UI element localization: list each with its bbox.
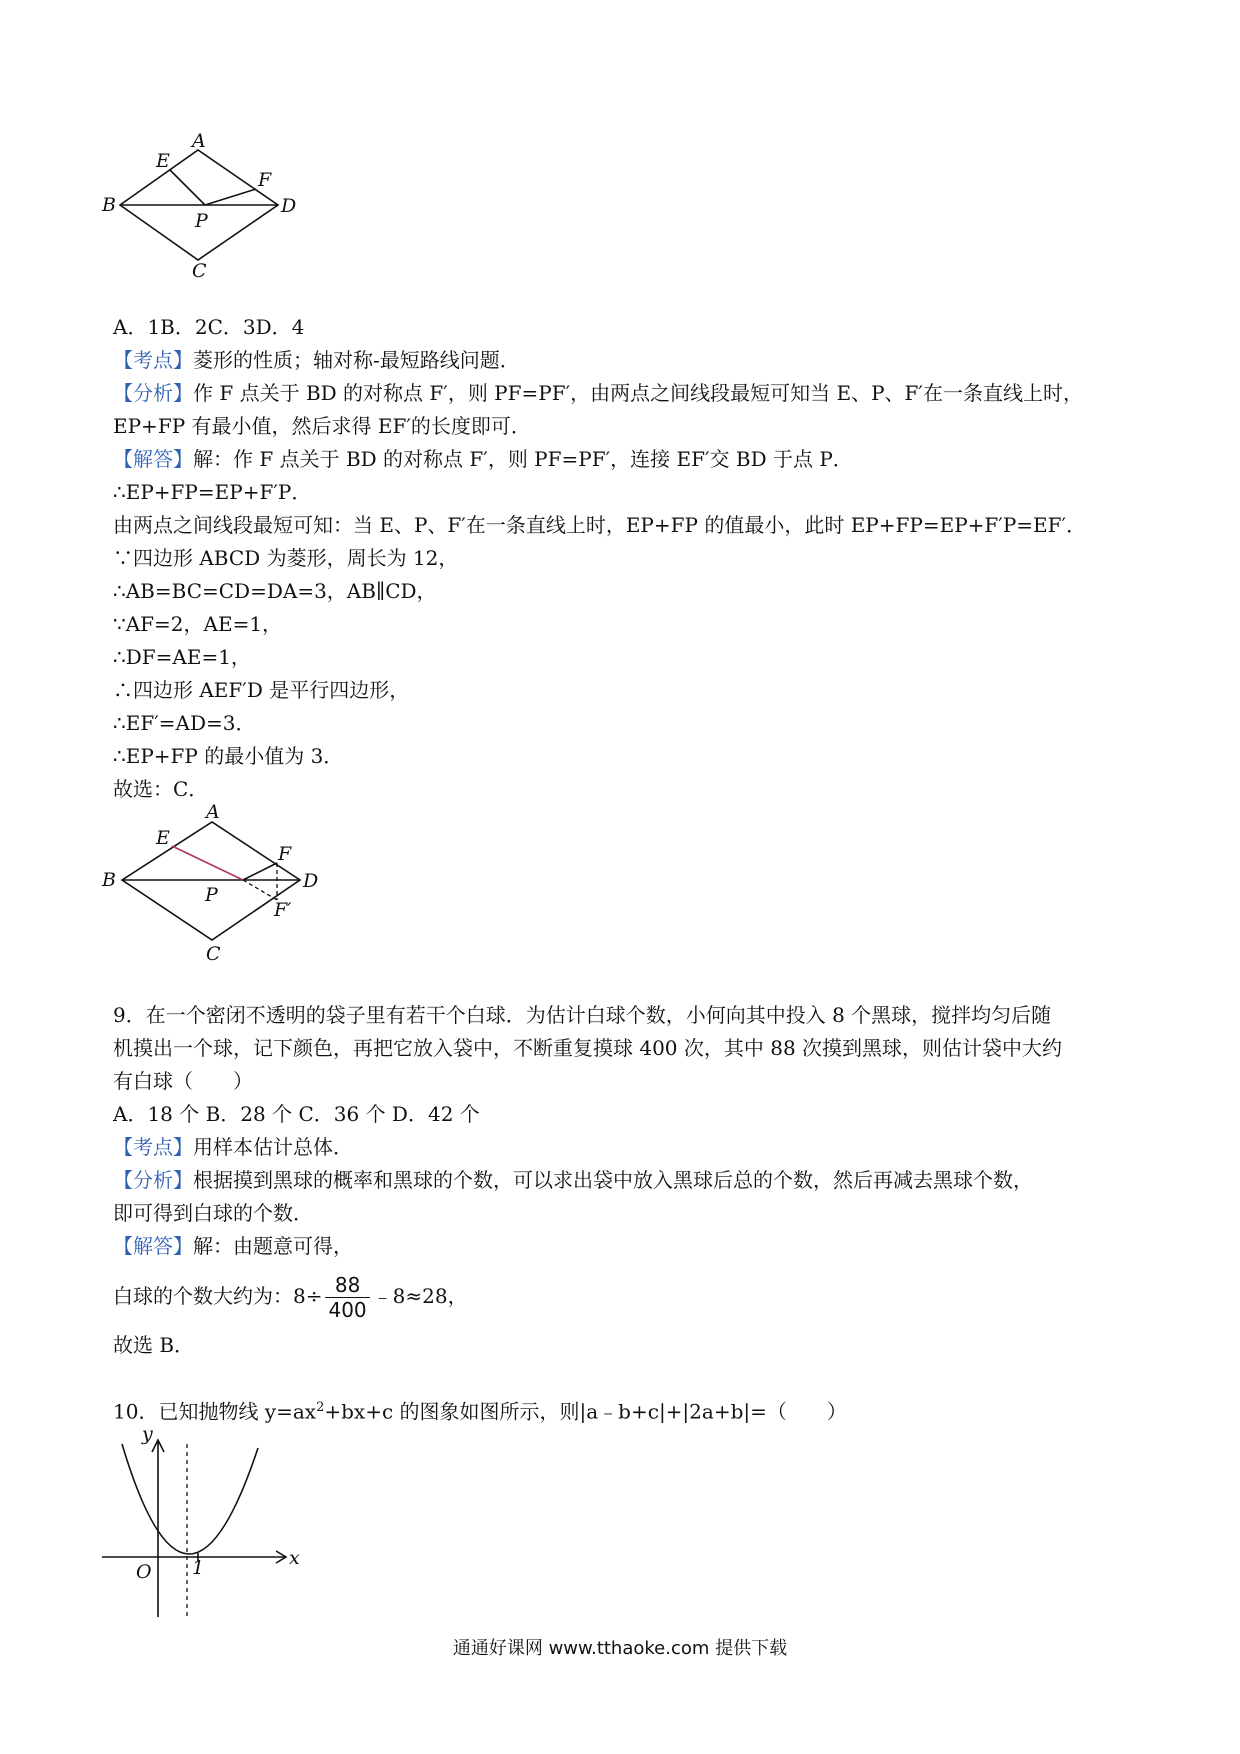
label-a: A — [192, 130, 206, 152]
q10-stem-after: +bx+c 的图象如图所示，则|a﹣b+c|+|2a+b|=（ ） — [324, 1399, 847, 1424]
q8-jieda — [113, 444, 853, 474]
label-b-2: B — [102, 869, 116, 891]
q10-stem-before: 10．已知抛物线 y=ax — [113, 1399, 317, 1424]
q8-fenxi — [113, 378, 1083, 408]
q9-fraction-denominator: 400 — [328, 1298, 367, 1322]
label-e: E — [156, 150, 170, 172]
q8-fenxi-text1: 作 F 点关于 BD 的对称点 F′，则 PF=PF′，由两点之间线段最短可知当 E、P、F′在一条直线上时， — [193, 381, 1083, 405]
q9-options: A．18 个 B．28 个 C．36 个 D．42 个 — [113, 1102, 480, 1126]
q9-stem-line3: 有白球（ ） — [113, 1069, 253, 1093]
q10-stem-exponent: 2 — [316, 1400, 325, 1415]
label-one: 1 — [192, 1557, 205, 1579]
rhombus-figure-2 — [100, 800, 330, 975]
parabola-figure — [100, 1422, 330, 1622]
q9-calc-suffix: ﹣8≈28， — [372, 1284, 468, 1308]
label-b: B — [102, 194, 116, 216]
q8-fenxi-tag: 【分析】 — [113, 381, 193, 405]
label-p-2: P — [205, 884, 218, 906]
q9-kaodian — [113, 1132, 353, 1162]
label-origin: O — [136, 1561, 152, 1583]
q8-step-4: ∴AB=BC=CD=DA=3，AB∥CD， — [113, 579, 437, 603]
label-c-2: C — [206, 943, 221, 965]
parabola-curve — [122, 1444, 258, 1554]
segment-pf-2 — [243, 863, 277, 880]
label-x: x — [289, 1547, 300, 1569]
q9-fenxi-tag: 【分析】 — [113, 1168, 193, 1192]
q8-step-8: ∴EF′=AD=3． — [113, 711, 256, 735]
label-fprime-2: F′ — [274, 899, 292, 921]
q9-jieda-tag: 【解答】 — [113, 1234, 193, 1258]
label-y: y — [142, 1423, 153, 1445]
q8-step-7: ∴四边形 AEF′D 是平行四边形， — [113, 678, 410, 702]
q8-step-3: ∵四边形 ABCD 为菱形，周长为 12， — [113, 546, 459, 570]
dashed-pfprime — [243, 880, 277, 900]
segment-pf — [205, 189, 256, 205]
q8-kaodian-tag: 【考点】 — [113, 348, 193, 372]
q8-step-9: ∴EP+FP 的最小值为 3． — [113, 744, 344, 768]
q9-fenxi — [113, 1165, 1033, 1195]
label-d: D — [281, 195, 297, 217]
q8-step-1: ∴EP+FP=EP+F′P． — [113, 480, 312, 504]
rhombus-figure-1 — [100, 130, 310, 280]
q9-answer: 故选 B． — [113, 1333, 195, 1357]
footer-credit: 通通好课网 www.tthaoke.com 提供下载 — [452, 1638, 788, 1659]
q9-jieda-text: 解：由题意可得， — [193, 1234, 353, 1258]
q9-fenxi-line2: 即可得到白球的个数． — [113, 1201, 313, 1225]
label-d-2: D — [303, 870, 319, 892]
q8-step-6: ∴DF=AE=1， — [113, 645, 251, 669]
q9-stem-line1: 9．在一个密闭不透明的袋子里有若干个白球．为估计白球个数，小何向其中投入 8 个黑球，搅拌均匀后随 — [113, 1003, 1052, 1027]
label-f-2: F — [278, 843, 292, 865]
q9-fraction-numerator: 88 — [325, 1273, 369, 1298]
label-p: P — [195, 210, 208, 232]
q9-fraction — [325, 1273, 369, 1322]
q8-kaodian-text: 菱形的性质；轴对称-最短路线问题． — [193, 348, 520, 372]
label-a-2: A — [206, 801, 220, 823]
q8-answer: 故选：C． — [113, 777, 209, 801]
q8-step-5: ∵AF=2，AE=1， — [113, 612, 283, 636]
q8-fenxi-line2: EP+FP 有最小值，然后求得 EF′的长度即可． — [113, 414, 531, 438]
q8-jieda-tag: 【解答】 — [113, 447, 193, 471]
q9-stem-line2: 机摸出一个球，记下颜色，再把它放入袋中，不断重复摸球 400 次，其中 88 次摸到黑球，则估计袋中大约 — [113, 1036, 1063, 1060]
segment-ep — [170, 170, 205, 205]
label-e-2: E — [156, 827, 170, 849]
segment-ep-red — [172, 846, 243, 880]
q8-options: A．1B．2C．3D．4 — [113, 315, 305, 339]
q9-jieda — [113, 1231, 353, 1261]
q8-kaodian — [113, 345, 520, 375]
q8-jieda-text: 解：作 F 点关于 BD 的对称点 F′，则 PF=PF′，连接 EF′交 BD 于点 P． — [193, 447, 853, 471]
q9-kaodian-tag: 【考点】 — [113, 1135, 193, 1159]
q8-step-2: 由两点之间线段最短可知：当 E、P、F′在一条直线上时，EP+FP 的值最小，此时 EP+FP=EP+F′P=EF′． — [113, 513, 1087, 537]
rhombus-outline-2 — [122, 822, 300, 940]
q9-fenxi-text1: 根据摸到黑球的概率和黑球的个数，可以求出袋中放入黑球后总的个数，然后再减去黑球个数， — [193, 1168, 1033, 1192]
q9-calc-prefix: 白球的个数大约为：8÷ — [113, 1284, 323, 1308]
q9-calculation — [113, 1268, 468, 1324]
label-c: C — [192, 260, 207, 280]
label-f: F — [258, 169, 272, 191]
q9-kaodian-text: 用样本估计总体． — [193, 1135, 353, 1159]
